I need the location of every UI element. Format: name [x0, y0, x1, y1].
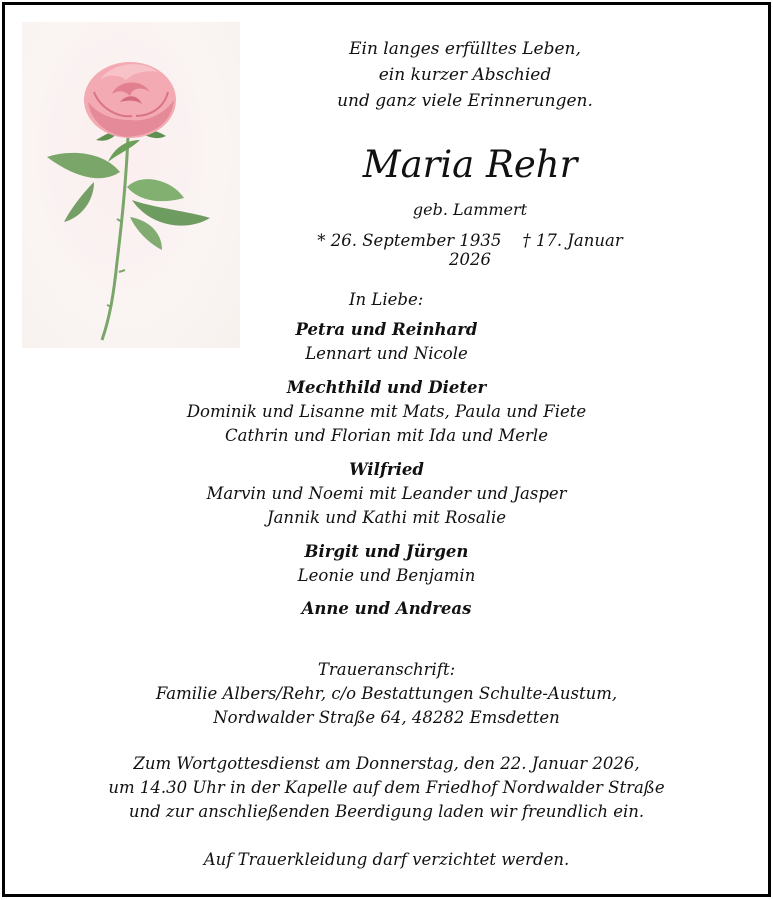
address-line-1: Familie Albers/Rehr, c/o Bestattungen Schulte-Austum, — [155, 684, 618, 703]
rose-illustration — [22, 22, 240, 348]
family-head-4: Birgit und Jürgen — [304, 542, 469, 561]
family-line-2-2: Cathrin und Florian mit Ida und Merle — [225, 426, 548, 445]
closing-note: Auf Trauerkleidung darf verzichtet werden. — [203, 850, 570, 869]
verse-line-2: ein kurzer Abschied — [378, 65, 552, 85]
family-head-1: Petra und Reinhard — [295, 320, 478, 339]
family-head-2: Mechthild und Dieter — [286, 378, 487, 397]
death-date: † 17. Januar 2026 — [449, 231, 623, 269]
family-line-3-2: Jannik und Kathi mit Rosalie — [266, 508, 506, 527]
service-line-1: Zum Wortgottesdienst am Donnerstag, den 22. Januar 2026, — [133, 754, 640, 773]
family-line-1-1: Lennart und Nicole — [305, 344, 468, 363]
family-line-4-1: Leonie und Benjamin — [297, 566, 476, 585]
address-line-2: Nordwalder Straße 64, 48282 Emsdetten — [213, 708, 560, 727]
service-line-2: um 14.30 Uhr in der Kapelle auf dem Friedhof Nordwalder Straße — [108, 778, 665, 797]
deceased-name: Maria Rehr — [362, 143, 578, 186]
family-line-3-1: Marvin und Noemi mit Leander und Jasper — [206, 484, 567, 503]
birth-date: * 26. September 1935 — [317, 231, 502, 250]
family-head-5: Anne und Andreas — [301, 599, 472, 618]
verse-line-1: Ein langes erfülltes Leben, — [349, 39, 581, 59]
in-love-label: In Liebe: — [349, 290, 424, 309]
verse — [315, 36, 615, 114]
rose-icon — [22, 22, 240, 348]
verse-line-3: und ganz viele Erinnerungen. — [337, 91, 593, 111]
family-head-3: Wilfried — [349, 460, 424, 479]
maiden-name: geb. Lammert — [412, 200, 528, 219]
service-line-3: und zur anschließenden Beerdigung laden wir freundlich ein. — [128, 802, 645, 821]
life-dates — [295, 231, 645, 269]
address-label: Traueranschrift: — [317, 660, 456, 679]
family-line-2-1: Dominik und Lisanne mit Mats, Paula und Fiete — [186, 402, 587, 421]
obituary-card — [2, 2, 771, 897]
